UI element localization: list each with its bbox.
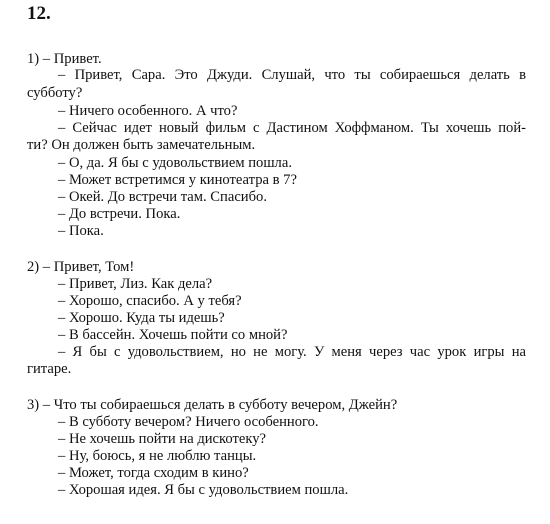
dialogue-2-line-1: 2) – Привет, Том! [27,259,135,275]
dialogue-2-line-5: – В бассейн. Хочешь пойти со мной? [58,327,288,343]
dialogue-1-line-7: – О, да. Я бы с удовольствием пошла. [58,155,292,171]
dialogue-1-line-1: 1) – Привет. [27,51,102,67]
dialogue-2-line-6: – Я бы с удовольствием, но не могу. У меня через час урок игры на [58,344,526,360]
dialogue-1-line-9: – Окей. До встречи там. Спасибо. [58,189,267,205]
dialogue-3-line-5: – Может, тогда сходим в кино? [58,465,249,481]
dialogue-2-line-7: гитаре. [27,361,72,377]
dialogue-1-line-6: ти? Он должен быть замечательным. [27,137,256,153]
dialogue-1-line-5: – Сейчас идет новый фильм с Дастином Хоффманом. Ты хочешь пой- [58,120,526,136]
dialogue-3-line-2: – В субботу вечером? Ничего особенного. [58,414,319,430]
dialogue-3-line-1: 3) – Что ты собираешься делать в субботу вечером, Джейн? [27,397,398,413]
dialogue-2-line-4: – Хорошо. Куда ты идешь? [58,310,225,326]
dialogue-2-line-3: – Хорошо, спасибо. А у тебя? [58,293,242,309]
exercise-number: 12. [27,3,51,24]
dialogue-1-line-10: – До встречи. Пока. [58,206,181,222]
dialogue-1-line-4: – Ничего особенного. А что? [58,103,238,119]
dialogue-1-line-8: – Может встретимся у кинотеатра в 7? [58,172,297,188]
dialogue-1-line-2: – Привет, Сара. Это Джуди. Слушай, что ты собираешься делать в [58,67,526,83]
dialogue-3-line-4: – Ну, боюсь, я не люблю танцы. [58,448,257,464]
dialogue-2-line-2: – Привет, Лиз. Как дела? [58,276,213,292]
dialogue-3-line-3: – Не хочешь пойти на дискотеку? [58,431,266,447]
dialogue-3-line-6: – Хорошая идея. Я бы с удовольствием пошла. [58,482,349,498]
dialogue-1-line-11: – Пока. [58,223,104,239]
dialogue-1-line-3: субботу? [27,85,83,101]
